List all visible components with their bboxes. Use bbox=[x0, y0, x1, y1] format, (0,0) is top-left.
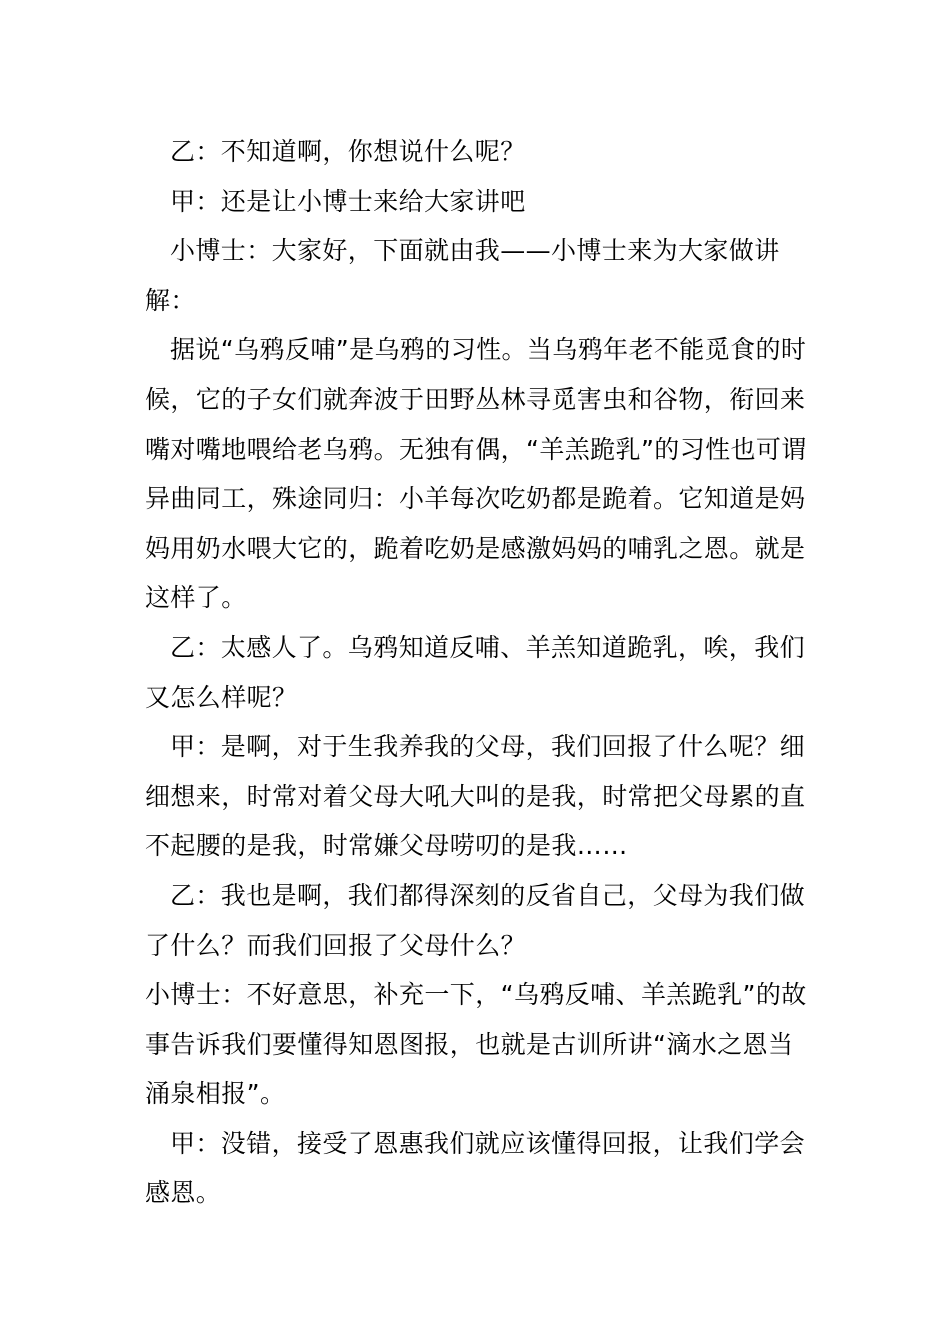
paragraph-dialogue-xiaoboshi-2: 小博士：不好意思，补充一下，“乌鸦反哺、羊羔跪乳”的故事告诉我们要懂得知恩图报，也就是古训所讲“滴水之恩当涌泉相报”。 bbox=[145, 980, 807, 1109]
paragraph-dialogue-yi-3: 乙：我也是啊，我们都得深刻的反省自己，父母为我们做了什么？而我们回报了父母什么？ bbox=[145, 880, 806, 960]
paragraph-dialogue-jia-2: 甲：是啊，对于生我养我的父母，我们回报了什么呢？细细想来，时常对着父母大吼大叫的是我，时常把父母累的直不起腰的是我，时常嫌父母唠叨的是我…… bbox=[145, 732, 806, 861]
paragraph-dialogue-jia-3: 甲：没错，接受了恩惠我们就应该懂得回报，让我们学会感恩。 bbox=[145, 1128, 806, 1208]
document-body bbox=[145, 127, 810, 1218]
paragraph-dialogue-yi-1: 乙：不知道啊，你想说什么呢？ bbox=[170, 137, 526, 166]
paragraph-explanation: 据说“乌鸦反哺”是乌鸦的习性。当乌鸦年老不能觅食的时候，它的子女们就奔波于田野丛林寻觅害虫和谷物，衔回来嘴对嘴地喂给老乌鸦。无独有偶，“羊羔跪乳”的习性也可谓异曲同工，殊途同归：小羊每次吃奶都是跪着。它知道是妈妈用奶水喂大它的，跪着吃奶是感激妈妈的哺乳之恩。就是这样了。 bbox=[145, 335, 807, 613]
paragraph-dialogue-jia-1: 甲：还是让小博士来给大家讲吧 bbox=[170, 186, 526, 216]
paragraph-dialogue-yi-2: 乙：太感人了。乌鸦知道反哺、羊羔知道跪乳，唉，我们又怎么样呢？ bbox=[145, 632, 806, 712]
paragraph-dialogue-xiaoboshi-1: 小博士：大家好，下面就由我——小博士来为大家做讲解： bbox=[145, 236, 780, 315]
